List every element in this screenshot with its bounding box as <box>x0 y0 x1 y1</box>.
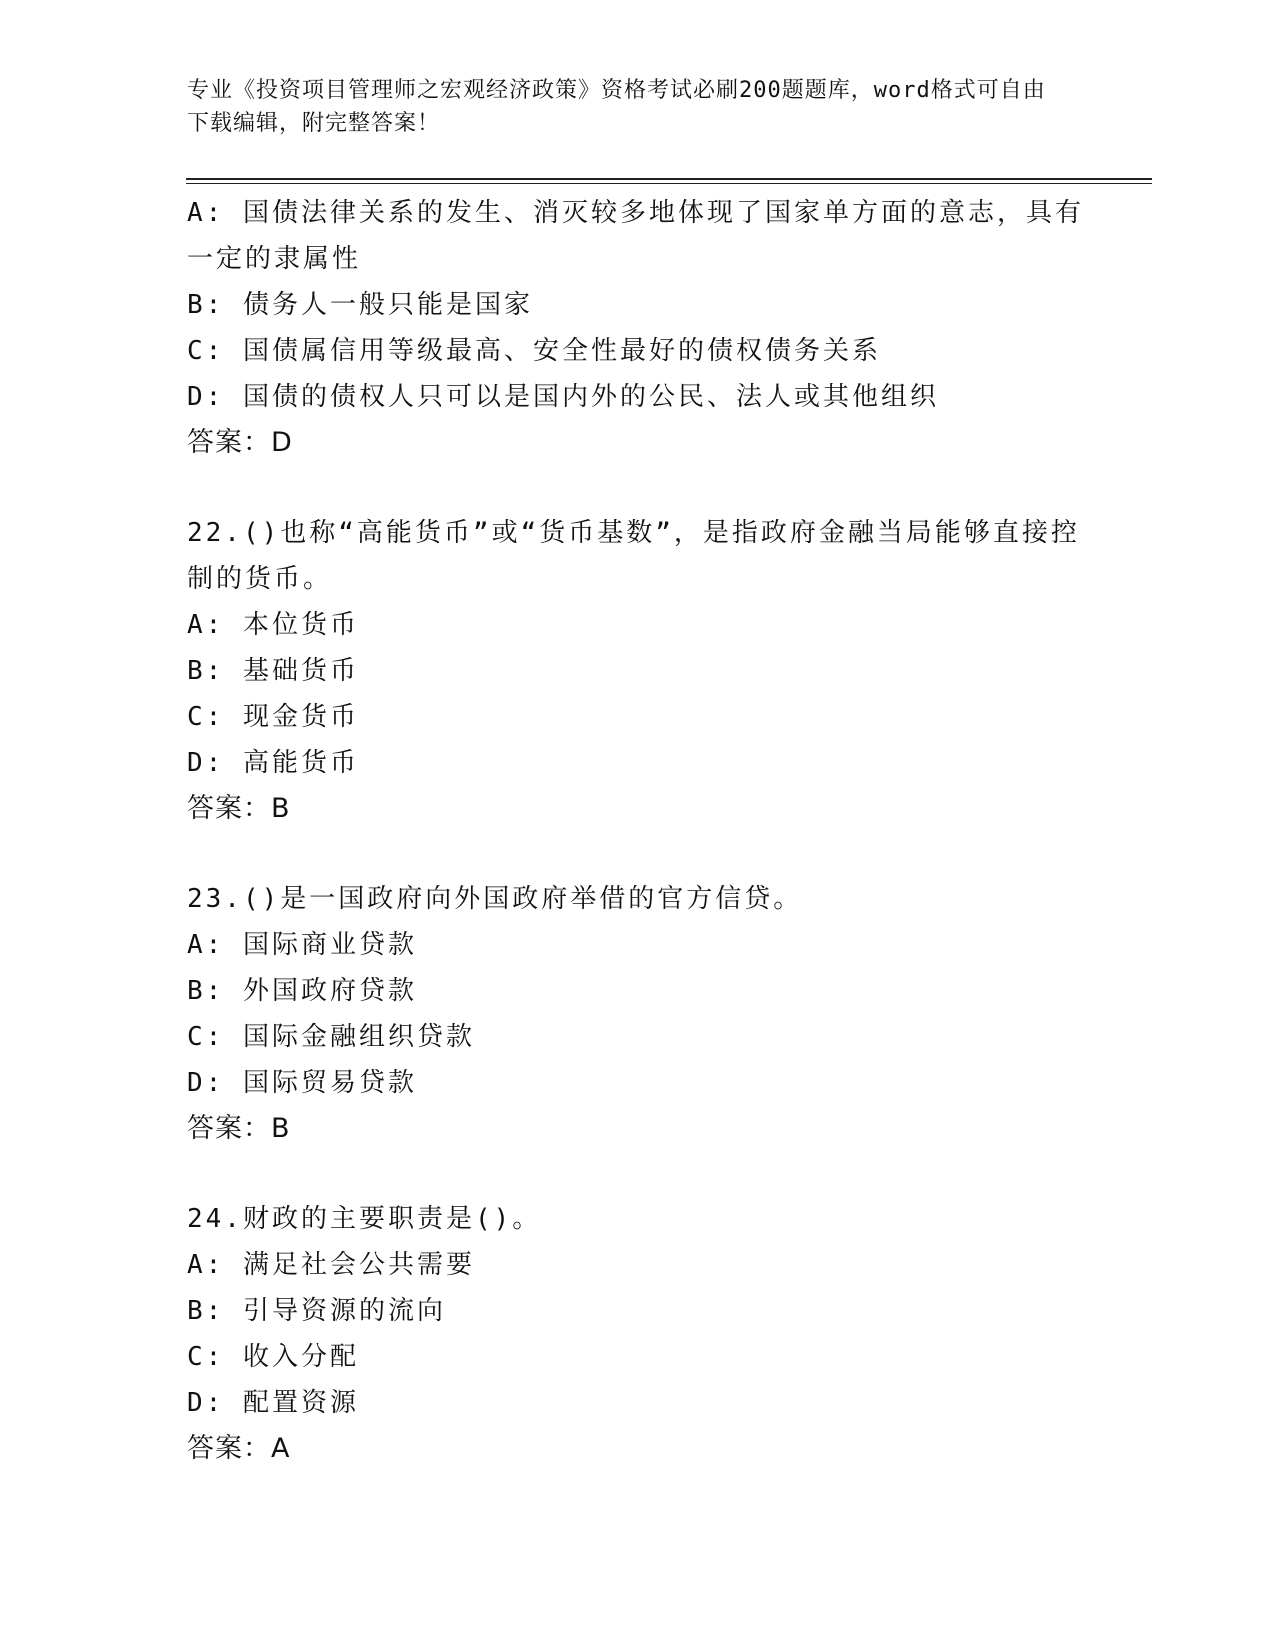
question-block-22 <box>187 510 1087 832</box>
header-divider-thick <box>186 178 1152 180</box>
option-a: A: 本位货币 <box>187 610 359 640</box>
spacer <box>187 1152 1087 1196</box>
option-a: A: 国债法律关系的发生、消灭较多地体现了国家单方面的意志，具有一定的隶属性 <box>187 198 1084 274</box>
option-d: D: 高能货币 <box>187 748 359 778</box>
option-d: D: 国际贸易贷款 <box>187 1068 417 1098</box>
answer-line: 答案：D <box>187 427 293 458</box>
spacer <box>187 466 1087 510</box>
question-block-23 <box>187 876 1087 1152</box>
option-a: A: 国际商业贷款 <box>187 930 417 960</box>
option-a: A: 满足社会公共需要 <box>187 1250 475 1280</box>
answer-line: 答案：B <box>187 1113 291 1144</box>
option-c: C: 国际金融组织贷款 <box>187 1022 475 1052</box>
option-c: C: 国债属信用等级最高、安全性最好的债权债务关系 <box>187 336 881 366</box>
option-b: B: 债务人一般只能是国家 <box>187 290 533 320</box>
question-list <box>187 190 1087 1472</box>
question-block-24 <box>187 1196 1087 1472</box>
question-block-21 <box>187 190 1087 466</box>
option-b: B: 基础货币 <box>187 656 359 686</box>
option-d: D: 配置资源 <box>187 1388 359 1418</box>
answer-line: 答案：A <box>187 1433 291 1464</box>
question-text: 22.()也称“高能货币”或“货币基数”，是指政府金融当局能够直接控制的货币。 <box>187 518 1080 594</box>
header-divider-thin <box>186 183 1152 184</box>
spacer <box>187 832 1087 876</box>
option-b: B: 引导资源的流向 <box>187 1296 446 1326</box>
option-d: D: 国债的债权人只可以是国内外的公民、法人或其他组织 <box>187 382 939 412</box>
answer-line: 答案：B <box>187 793 291 824</box>
document-header: 专业《投资项目管理师之宏观经济政策》资格考试必刷200题题库，word格式可自由下载编辑，附完整答案！ <box>187 78 1046 136</box>
question-text: 23.()是一国政府向外国政府举借的官方信贷。 <box>187 884 803 914</box>
option-c: C: 现金货币 <box>187 702 359 732</box>
option-c: C: 收入分配 <box>187 1342 359 1372</box>
option-b: B: 外国政府贷款 <box>187 976 417 1006</box>
question-text: 24.财政的主要职责是()。 <box>187 1204 542 1234</box>
